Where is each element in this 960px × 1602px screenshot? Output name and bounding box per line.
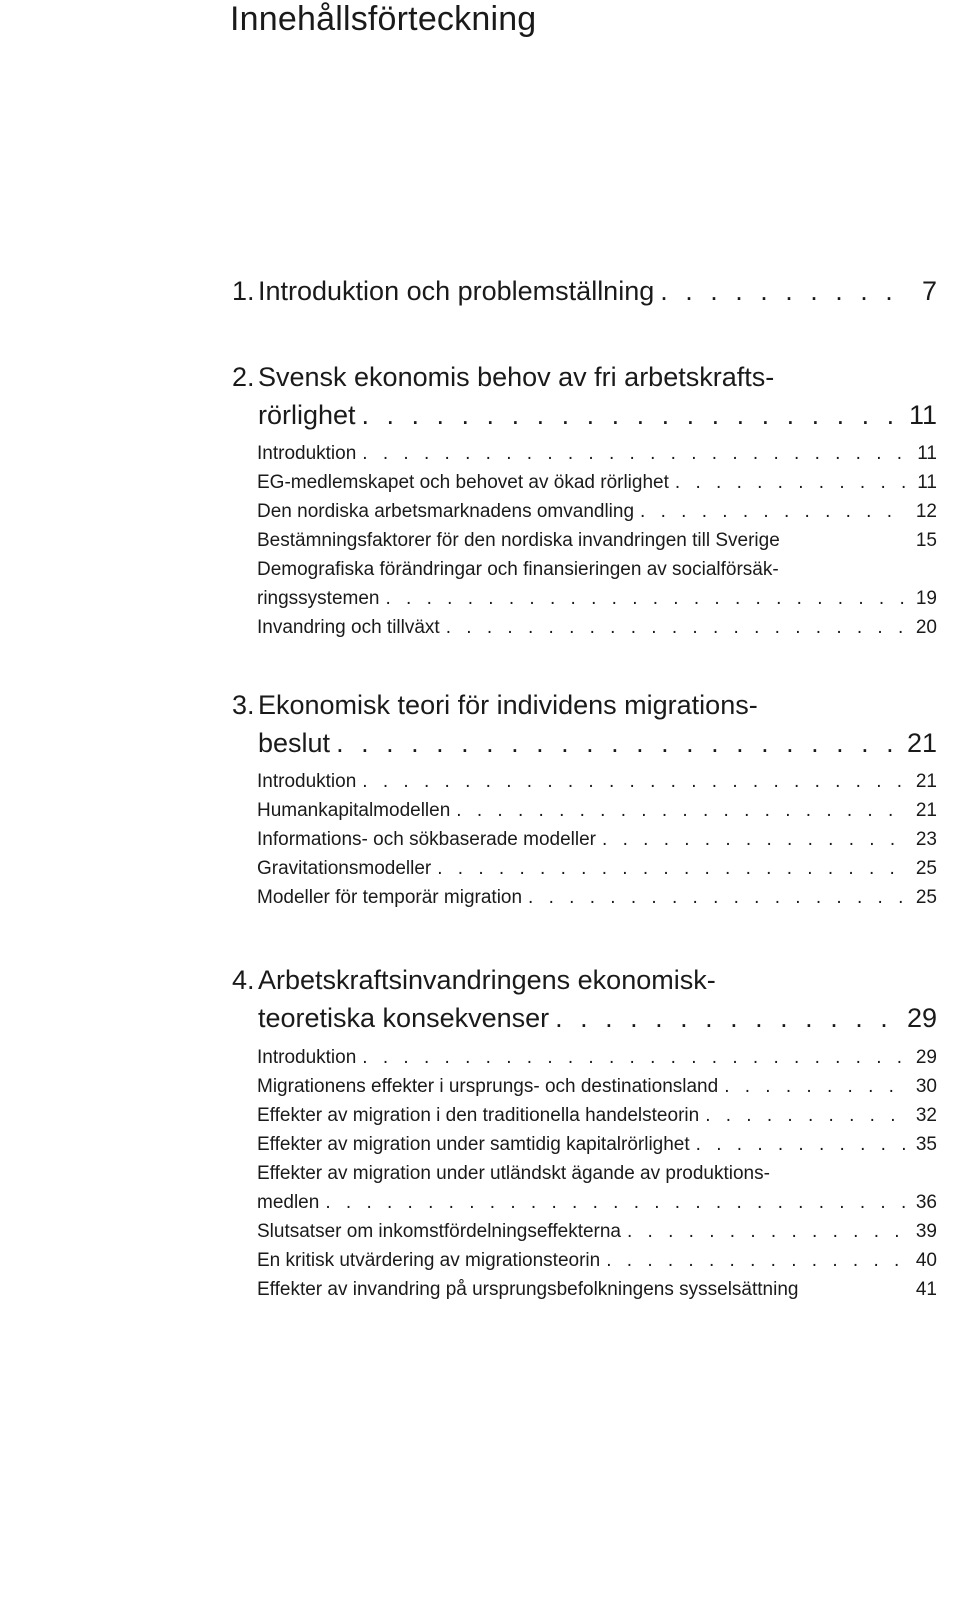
toc-chapter-1[interactable] — [232, 276, 937, 307]
chapter-number: 1. — [232, 276, 255, 306]
page-number: 35 — [915, 1134, 937, 1155]
leader-dots — [555, 1003, 901, 1034]
leader-dots — [386, 588, 908, 610]
section-title: Gravitationsmodeller — [257, 858, 432, 879]
page-title: Innehållsförteckning — [230, 0, 537, 38]
leader-dots — [528, 887, 907, 909]
section-title: Humankapitalmodellen — [257, 800, 451, 821]
toc-section[interactable] — [257, 887, 937, 909]
chapter-title-cont: rörlighet — [258, 400, 356, 430]
toc-section[interactable] — [257, 1076, 937, 1098]
leader-dots — [606, 1250, 907, 1272]
section-title: En kritisk utvärdering av migrationsteorin — [257, 1250, 601, 1271]
toc-section[interactable] — [257, 800, 937, 822]
page-number: 11 — [917, 472, 937, 493]
section-title: Effekter av migration under samtidig kapitalrörlighet — [257, 1134, 690, 1155]
page-number: 21 — [915, 800, 937, 821]
section-title-cont: medlen — [257, 1192, 320, 1213]
section-title: EG-medlemskapet och behovet av ökad rörlighet — [257, 472, 669, 493]
section-title: Den nordiska arbetsmarknadens omvandling — [257, 501, 635, 522]
section-title: Invandring och tillväxt — [257, 617, 440, 638]
page-number: 15 — [915, 530, 937, 551]
section-title: Introduktion — [257, 443, 357, 464]
toc-section[interactable] — [257, 588, 937, 610]
chapter-title-cont: beslut — [258, 728, 331, 758]
page-number: 23 — [915, 829, 937, 850]
page-number: 29 — [915, 1047, 937, 1068]
chapter-title: Svensk ekonomis behov av fri arbetskrafts- — [258, 362, 775, 392]
page-number: 11 — [917, 443, 937, 464]
toc-chapter-4[interactable] — [258, 1003, 937, 1034]
page-number: 12 — [915, 501, 937, 522]
toc-chapter-3-line1[interactable] — [232, 690, 758, 721]
page-number: 20 — [915, 617, 937, 638]
toc-section[interactable] — [257, 771, 937, 793]
leader-dots — [660, 276, 907, 307]
toc-section-line1[interactable]: Effekter av migration under utländskt ägande av produktions- — [257, 1163, 770, 1184]
leader-dots — [446, 617, 907, 639]
toc-section[interactable] — [257, 501, 937, 523]
section-title: Introduktion — [257, 771, 357, 792]
chapter-number: 4. — [232, 965, 255, 995]
page-number: 39 — [915, 1221, 937, 1242]
leader-dots — [696, 1134, 907, 1156]
leader-dots — [362, 771, 907, 793]
section-title: Modeller för temporär migration — [257, 887, 523, 908]
toc-section[interactable] — [257, 858, 937, 880]
section-title: Informations- och sökbaserade modeller — [257, 829, 597, 850]
chapter-title: Ekonomisk teori för individens migrations- — [258, 690, 758, 720]
toc-section[interactable] — [257, 472, 937, 494]
leader-dots — [640, 501, 907, 523]
chapter-number: 2. — [232, 362, 255, 392]
page-number: 25 — [915, 887, 937, 908]
page-number: 41 — [915, 1279, 937, 1300]
toc-section[interactable] — [257, 829, 937, 851]
leader-dots — [325, 1192, 907, 1214]
toc-section[interactable] — [257, 1192, 937, 1214]
toc-section[interactable] — [257, 443, 937, 465]
toc-section[interactable] — [257, 1134, 937, 1156]
leader-dots — [362, 443, 907, 465]
leader-dots — [705, 1105, 907, 1127]
page-number: 25 — [915, 858, 937, 879]
leader-dots — [336, 728, 901, 759]
page-number: 30 — [915, 1076, 937, 1097]
page-number: 40 — [915, 1250, 937, 1271]
toc-section-line1[interactable]: Demografiska förändringar och finansieringen av socialförsäk- — [257, 559, 779, 580]
page-number: 11 — [908, 400, 937, 430]
leader-dots — [456, 800, 907, 822]
section-title: Introduktion — [257, 1047, 357, 1068]
toc-section[interactable] — [257, 617, 937, 639]
section-title: Migrationens effekter i ursprungs- och destinationsland — [257, 1076, 719, 1097]
leader-dots — [724, 1076, 907, 1098]
section-title: Effekter av invandring på ursprungsbefolkningens sysselsättning — [257, 1279, 799, 1300]
chapter-title: Introduktion och problemställning — [258, 276, 655, 306]
leader-dots — [362, 1047, 907, 1069]
chapter-title: Arbetskraftsinvandringens ekonomisk- — [258, 965, 716, 995]
page-number: 21 — [915, 771, 937, 792]
toc-chapter-2-line1[interactable] — [232, 362, 774, 393]
chapter-title-cont: teoretiska konsekvenser — [258, 1003, 550, 1033]
toc-chapter-4-line1[interactable] — [232, 965, 716, 996]
page-number: 19 — [915, 588, 937, 609]
page-number: 21 — [906, 728, 937, 758]
chapter-number: 3. — [232, 690, 255, 720]
leader-dots — [627, 1221, 907, 1243]
toc-chapter-3[interactable] — [258, 728, 937, 759]
toc-section[interactable] — [257, 530, 937, 552]
section-title: Bestämningsfaktorer för den nordiska invandringen till Sverige — [257, 530, 780, 551]
toc-section[interactable] — [257, 1250, 937, 1272]
page-number: 36 — [915, 1192, 937, 1213]
leader-dots — [602, 829, 907, 851]
page-number: 7 — [921, 276, 937, 306]
toc-section[interactable] — [257, 1105, 937, 1127]
section-title: Slutsatser om inkomstfördelningseffekterna — [257, 1221, 621, 1242]
toc-section[interactable] — [257, 1279, 937, 1301]
toc-section[interactable] — [257, 1221, 937, 1243]
section-title-cont: ringssystemen — [257, 588, 380, 609]
page-number: 32 — [915, 1105, 937, 1126]
leader-dots — [675, 472, 907, 494]
toc-chapter-2[interactable] — [258, 400, 937, 431]
section-title: Effekter av migration i den traditionella handelsteorin — [257, 1105, 700, 1126]
leader-dots — [362, 400, 903, 431]
page-number: 29 — [906, 1003, 937, 1033]
toc-section[interactable] — [257, 1047, 937, 1069]
leader-dots — [437, 858, 907, 880]
